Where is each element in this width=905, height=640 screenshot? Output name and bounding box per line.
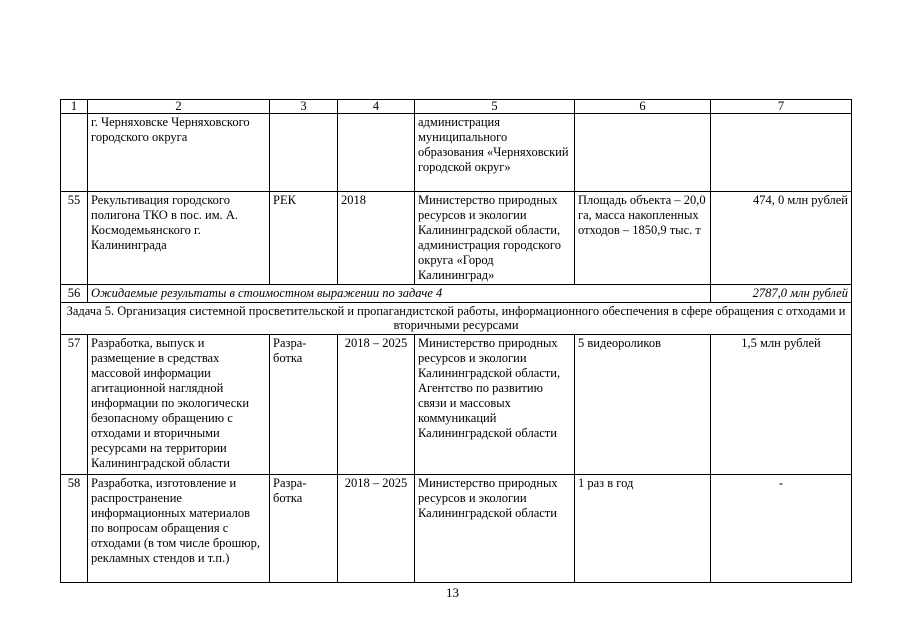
- task-heading-row: [61, 303, 852, 335]
- cell-name: Разработка, изготовление и распространение информационных материалов по вопросам обращения с отходами (в том числе брошюр, рекламных стендов и т.п.): [88, 475, 270, 583]
- cell-period: [338, 114, 415, 192]
- header-cell: 1: [61, 100, 88, 114]
- cell-indicator: Площадь объекта – 20,0 га, масса накопленных отходов – 1850,9 тыс. т: [575, 192, 711, 285]
- cell-num: 57: [61, 335, 88, 475]
- header-cell: 5: [415, 100, 575, 114]
- cell-source: Разра-ботка: [270, 475, 338, 583]
- table-row-continued: [61, 114, 852, 192]
- cell-cost: 1,5 млн рублей: [711, 335, 852, 475]
- program-table: [60, 99, 852, 583]
- cell-summary-text: Ожидаемые результаты в стоимостном выражении по задаче 4: [88, 285, 711, 303]
- table-row-56: [61, 285, 852, 303]
- header-row: [61, 100, 852, 114]
- page-number: 13: [446, 585, 459, 600]
- cell-indicator: 5 видеороликов: [575, 335, 711, 475]
- table-row-55: [61, 192, 852, 285]
- task-5-heading: Задача 5. Организация системной просветительской и пропагандистской работы, информационного обеспечения в сфере обращения с отходами и вторичными ресурсами: [61, 303, 852, 335]
- header-cell: 4: [338, 100, 415, 114]
- cell-indicator: [575, 114, 711, 192]
- cell-num: 58: [61, 475, 88, 583]
- cell-period: 2018 – 2025: [338, 475, 415, 583]
- cell-source: РЕК: [270, 192, 338, 285]
- cell-name: г. Черняховске Черняховского городского округа: [88, 114, 270, 192]
- cell-executor: Министерство природных ресурсов и экологии Калининградской области, Агентство по развитию связи и массовых коммуникаций Калининградской области: [415, 335, 575, 475]
- header-cell: 6: [575, 100, 711, 114]
- cell-executor: Министерство природных ресурсов и экологии Калининградской области, администрация городского округа «Город Калининград»: [415, 192, 575, 285]
- header-cell: 7: [711, 100, 852, 114]
- cell-indicator: 1 раз в год: [575, 475, 711, 583]
- header-cell: 3: [270, 100, 338, 114]
- cell-name: Рекультивация городского полигона ТКО в пос. им. А. Космодемьянского г. Калининграда: [88, 192, 270, 285]
- header-cell: 2: [88, 100, 270, 114]
- cell-cost: 474, 0 млн рублей: [711, 192, 852, 285]
- cell-period: 2018 – 2025: [338, 335, 415, 475]
- cell-num: 55: [61, 192, 88, 285]
- cell-cost: 2787,0 млн рублей: [711, 285, 852, 303]
- cell-period: 2018: [338, 192, 415, 285]
- cell-num: 56: [61, 285, 88, 303]
- cell-executor: Министерство природных ресурсов и экологии Калининградской области: [415, 475, 575, 583]
- cell-cost: [711, 114, 852, 192]
- cell-num: [61, 114, 88, 192]
- cell-name: Разработка, выпуск и размещение в средствах массовой информации агитационной наглядной информации по экологически безопасному обращению с отходами и вторичными ресурсами на территории Калининградской области: [88, 335, 270, 475]
- cell-source: Разра-ботка: [270, 335, 338, 475]
- table-row-58: [61, 475, 852, 583]
- cell-cost: -: [711, 475, 852, 583]
- table-row-57: [61, 335, 852, 475]
- cell-source: [270, 114, 338, 192]
- cell-executor: администрация муниципального образования «Черняховский городской округ»: [415, 114, 575, 192]
